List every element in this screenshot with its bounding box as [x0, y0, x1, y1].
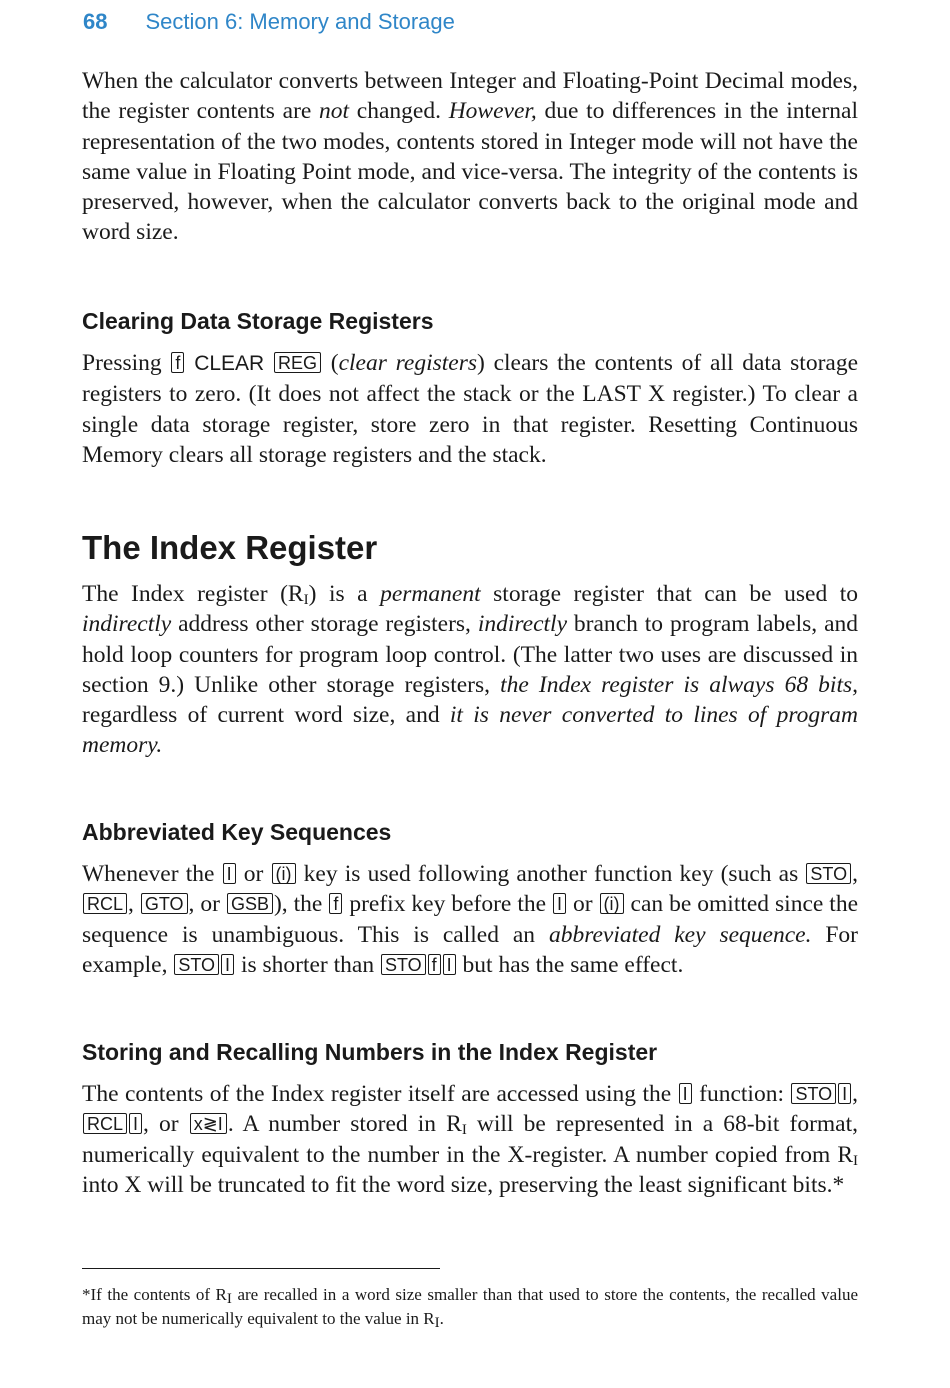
text-run: is shorter than — [235, 951, 380, 978]
key-sto: STO — [174, 954, 219, 975]
key-sto: STO — [806, 863, 851, 884]
key-i: I — [129, 1113, 142, 1134]
text-run: , — [128, 891, 134, 918]
text-run: For example, — [82, 921, 859, 978]
storing-paragraph-block — [82, 1079, 858, 1200]
emphasis: permanent — [380, 581, 481, 607]
running-header — [83, 9, 455, 35]
key-gto: GTO — [141, 893, 188, 914]
subscript: I — [461, 1122, 467, 1139]
text-run: , or — [143, 1111, 189, 1138]
text-run: storage register that can be used to — [480, 581, 859, 607]
heading-storing-recalling: Storing and Recalling Numbers in the Index Register — [82, 1039, 658, 1065]
emphasis: the Index register is always 68 bits, — [500, 671, 858, 698]
text-run: are recalled in a word size smaller than that used to store the contents, the recalled value may not be numerically equivalent to the value in R — [82, 1285, 858, 1328]
text-run: prefix key before the — [343, 891, 552, 918]
clearing-heading-block — [82, 307, 858, 335]
key-f: f — [428, 954, 441, 975]
text-run: regardless of current word size, and — [82, 702, 450, 729]
text-run: , — [852, 1081, 859, 1107]
key-rcl: RCL — [83, 893, 127, 914]
key-i: I — [553, 893, 566, 914]
key-reg: REG — [274, 352, 321, 373]
emphasis: indirectly — [477, 611, 568, 638]
text-run: . — [439, 1309, 444, 1328]
text-run: due to differences in the internal representation of the two modes, contents stored in Integer mode will not have the same value in Floating Point mode, and vice-versa. The integrity of the contents is preserved, however, when the calculator converts back to the original mode and word size. — [82, 98, 859, 246]
text-run: or — [236, 861, 271, 887]
subscript: I — [303, 592, 309, 608]
key-i: I — [838, 1083, 851, 1104]
index-paragraph-block — [82, 579, 858, 761]
page-number: 68 — [83, 9, 108, 34]
text-run: , or — [188, 891, 226, 918]
emphasis: However, — [448, 98, 537, 125]
emphasis: not — [319, 98, 350, 125]
intro-paragraph — [82, 66, 858, 248]
footnote-block — [82, 1283, 858, 1331]
text-run: *If the contents of R — [82, 1285, 227, 1304]
section-title: Section 6: Memory and Storage — [145, 9, 455, 34]
emphasis: clear registers — [338, 350, 478, 376]
heading-abbreviated-key-sequences: Abbreviated Key Sequences — [82, 819, 392, 845]
key-i: I — [223, 863, 236, 884]
storing-heading-block — [82, 1038, 858, 1066]
key-f: f — [171, 352, 184, 373]
clearing-paragraph: Pressing f CLEAR REG (clear registers) clears the contents of all data storage registers to zero. (It does not affect the stack or the LAST X register.) To clear a single data storage register, store zero in that register. Resetting Continuous Memory clears all storage registers and the stack. — [82, 350, 859, 468]
key-paren-i: (i) — [600, 893, 624, 914]
text-run: or — [567, 891, 599, 918]
text-run: ), the — [273, 891, 329, 918]
text-run: address other storage registers, — [171, 611, 478, 638]
text-run: changed. — [349, 98, 449, 125]
text-run: ) clears the contents of all data storage registers to zero. (It does not affect the stack or the LAST X register.) To clear a single data storage register, store zero in that register. Resetting Continuous Memory clears all storage registers and the stack. — [82, 350, 859, 468]
emphasis: it is never converted to lines of program memory. — [82, 702, 858, 759]
key-i: I — [221, 954, 234, 975]
clearing-paragraph-block — [82, 348, 858, 470]
key-paren-i: (i) — [272, 863, 296, 884]
key-i: I — [679, 1083, 692, 1104]
index-paragraph — [82, 579, 858, 761]
footnote-rule — [82, 1268, 440, 1269]
subscript: I — [434, 1315, 440, 1331]
storing-paragraph — [82, 1079, 858, 1200]
footnote — [82, 1283, 858, 1331]
text-run: . A number stored in R — [227, 1111, 462, 1138]
key-sto: STO — [791, 1083, 836, 1104]
text-run: into X will be truncated to fit the word size, preserving the least significant bits.* — [82, 1171, 845, 1198]
text-run: The contents of the Index register itself are accessed using the — [82, 1081, 678, 1107]
heading-index-register: The Index Register — [82, 529, 378, 566]
key-sto: STO — [381, 954, 426, 975]
text-run: but has the same effect. — [456, 951, 684, 978]
text-run: will be represented in a 68-bit format, numerically equivalent to the number in the X-register. A number copied from R — [82, 1111, 859, 1168]
text-run: can be omitted since the sequence is unambiguous. This is called an — [82, 891, 859, 948]
key-gsb: GSB — [227, 893, 273, 914]
key-f: f — [329, 893, 342, 914]
subscript: I — [226, 1291, 232, 1307]
index-heading-block — [82, 528, 858, 568]
heading-clearing-registers: Clearing Data Storage Registers — [82, 308, 434, 334]
text-run: The Index register (R — [82, 581, 304, 607]
intro-paragraph-block — [82, 66, 858, 248]
text-run: When the calculator converts between Integer and Floating-Point Decimal modes, the register contents are — [82, 68, 858, 125]
clear-label: CLEAR — [194, 352, 265, 375]
abbrev-paragraph — [82, 859, 858, 980]
subscript: I — [853, 1152, 858, 1169]
text-run: , — [852, 861, 858, 887]
emphasis: abbreviated key sequence. — [548, 921, 812, 948]
abbrev-heading-block — [82, 818, 858, 846]
text-run: Pressing — [82, 350, 171, 376]
text-run: branch to program labels, and hold loop counters for program loop control. (The latter two uses are discussed in section 9.) Unlike other storage registers, — [82, 611, 858, 698]
text-run: key is used following another function key (such as — [296, 861, 806, 887]
key-i: I — [443, 954, 456, 975]
text-run: function: — [692, 1081, 791, 1107]
text-run: ) is a — [308, 581, 381, 607]
emphasis: indirectly — [82, 611, 172, 638]
text-run: Whenever the — [82, 861, 222, 887]
key-rcl: RCL — [83, 1113, 127, 1134]
key-x-exchange-i: x≷I — [190, 1113, 227, 1134]
abbrev-paragraph-block — [82, 859, 858, 980]
